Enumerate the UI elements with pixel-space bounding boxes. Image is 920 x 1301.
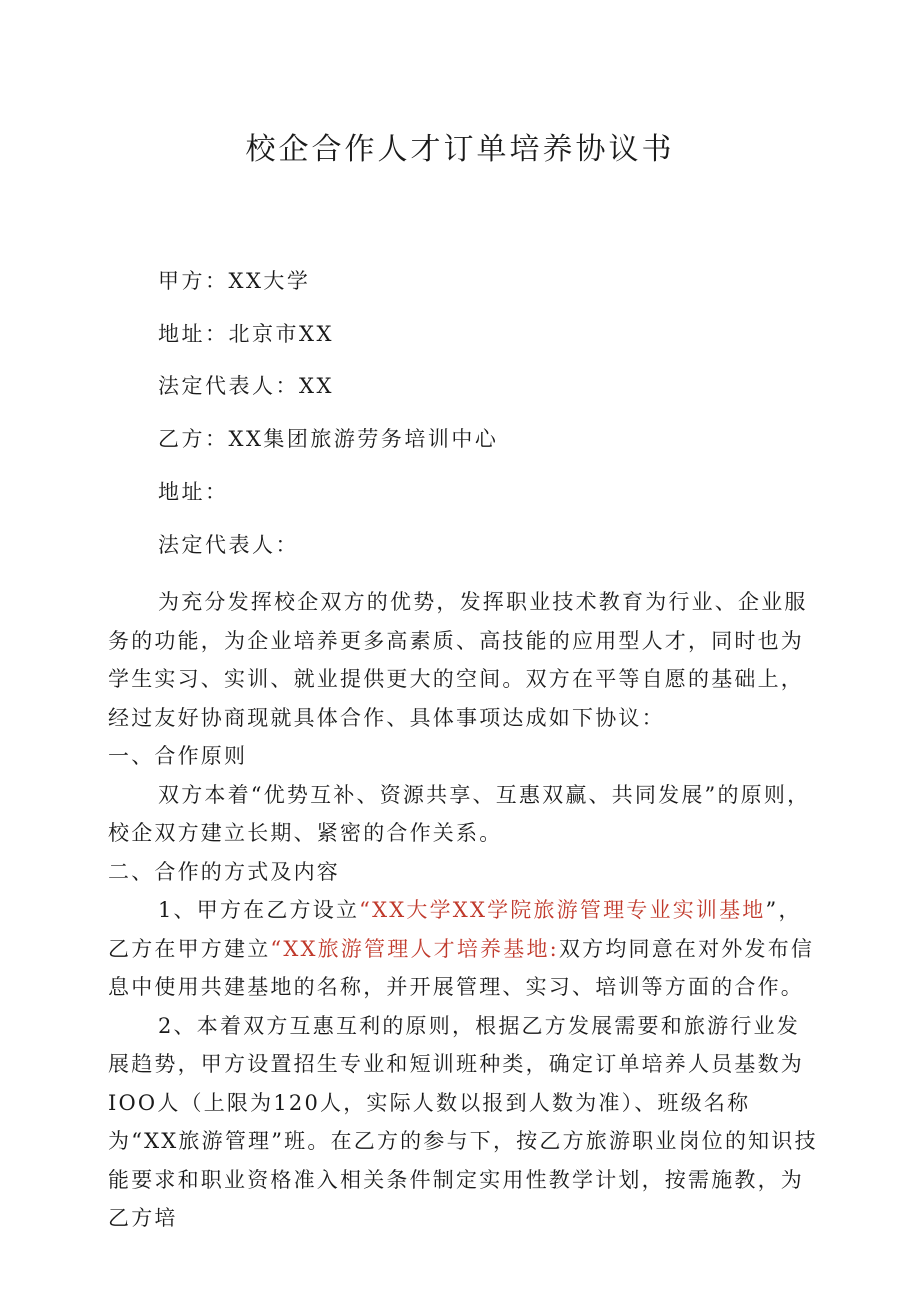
party-b-address: 地址：	[158, 480, 229, 504]
section-1-heading: 一、合作原则	[108, 744, 248, 768]
item-1-text-b: ”，乙方在甲方建立	[108, 898, 802, 961]
party-a-name: 甲方：XX大学	[158, 269, 311, 293]
party-a-representative: 法定代表人：XX	[158, 374, 334, 398]
section-2-item-2: 2、本着双方互惠互利的原则，根据乙方发展需要和旅游行业发展趋势，甲方设置招生专业和短训班种类，确定订单培养人员基数为IOO人（上限为120人，实际人数以报到人数为准）、班级名称为“XX旅游管理”班。在乙方的参与下，按乙方旅游职业岗位的知识技能要求和职业资格准入相关条件制定实用性教学计划，按需施教，为乙方培	[108, 1013, 818, 1230]
talent-base-name-highlight: “XX旅游管理人才培养基地:	[270, 936, 559, 961]
document-title: 校企合作人才订单培养协议书	[245, 132, 675, 167]
section-2-heading: 二、合作的方式及内容	[108, 859, 340, 884]
party-b-name: 乙方：XX集团旅游劳务培训中心	[158, 427, 499, 451]
section-2-item-1	[108, 891, 818, 1007]
preamble-paragraph: 为充分发挥校企双方的优势，发挥职业技术教育为行业、企业服务的功能，为企业培养更多高素质、高技能的应用型人才，同时也为学生实习、实训、就业提供更大的空间。双方在平等自愿的基础上，经过友好协商现就具体合作、具体事项达成如下协议：	[108, 590, 808, 730]
agreement-body	[108, 583, 818, 1238]
item-1-text-a: 1、甲方在乙方设立	[158, 898, 360, 922]
party-b-representative: 法定代表人：	[158, 533, 299, 557]
item-1-text-c: 双方均同意在对外发布信息中使用共建基地的名称，并开展管理、实习、培训等方面的合作。	[108, 936, 815, 999]
training-base-name-highlight: “XX大学XX学院旅游管理专业实训基地	[359, 898, 766, 922]
section-1-text: 双方本着“优势互补、资源共享、互惠双赢、共同发展”的原则，校企双方建立长期、紧密的合作关系。	[108, 782, 811, 845]
party-a-address: 地址：北京市XX	[158, 322, 334, 346]
